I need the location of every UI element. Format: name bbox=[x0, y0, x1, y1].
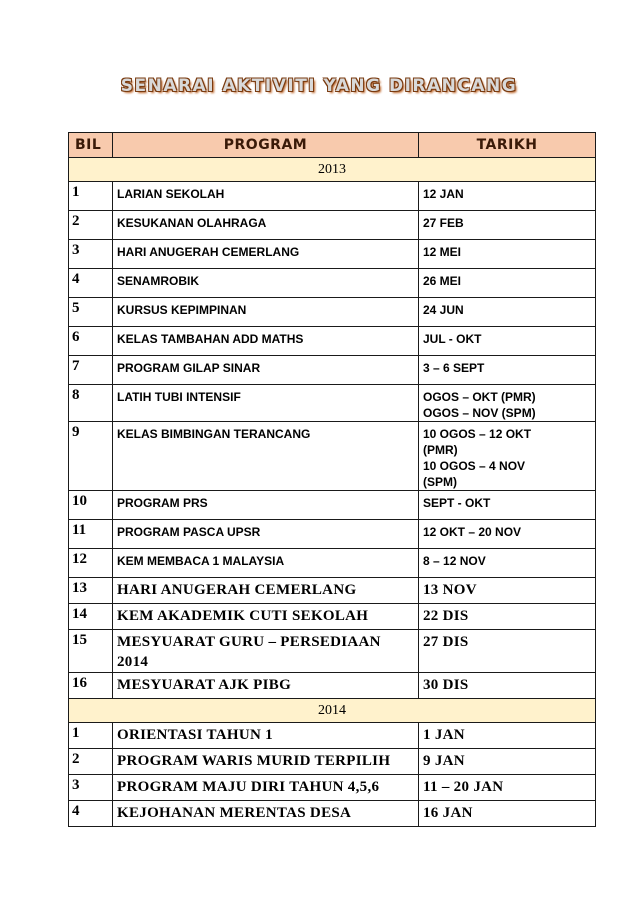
tarikh-line: 24 JUN bbox=[423, 303, 464, 317]
tarikh-line: 27 DIS bbox=[423, 634, 469, 650]
program-cell: KURSUS KEPIMPINAN bbox=[113, 298, 419, 327]
tarikh-cell bbox=[419, 182, 596, 211]
tarikh-line: OGOS – NOV (SPM) bbox=[423, 406, 536, 420]
program-cell: KEM MEMBACA 1 MALAYSIA bbox=[113, 549, 419, 578]
tarikh-cell bbox=[419, 749, 596, 775]
bil-cell: 2 bbox=[69, 211, 113, 240]
tarikh-cell bbox=[419, 723, 596, 749]
program-cell: LATIH TUBI INTENSIF bbox=[113, 385, 419, 422]
tarikh-cell bbox=[419, 630, 596, 673]
tarikh-line: 11 – 20 JAN bbox=[423, 779, 504, 795]
table-row bbox=[69, 775, 596, 801]
tarikh-line: 12 MEI bbox=[423, 245, 462, 259]
tarikh-cell bbox=[419, 673, 596, 699]
program-cell: KESUKANAN OLAHRAGA bbox=[113, 211, 419, 240]
program-cell: HARI ANUGERAH CEMERLANG bbox=[113, 240, 419, 269]
tarikh-cell bbox=[419, 356, 596, 385]
table-row bbox=[69, 749, 596, 775]
program-cell: KEM AKADEMIK CUTI SEKOLAH bbox=[113, 604, 419, 630]
bil-cell: 15 bbox=[69, 630, 113, 673]
tarikh-cell bbox=[419, 520, 596, 549]
tarikh-cell bbox=[419, 775, 596, 801]
tarikh-cell bbox=[419, 327, 596, 356]
tarikh-line: 22 DIS bbox=[423, 608, 469, 624]
program-cell: MESYUARAT AJK PIBG bbox=[113, 673, 419, 699]
bil-cell: 4 bbox=[69, 269, 113, 298]
program-cell: LARIAN SEKOLAH bbox=[113, 182, 419, 211]
activity-table bbox=[68, 132, 596, 827]
bil-cell: 1 bbox=[69, 723, 113, 749]
program-header: PROGRAM bbox=[113, 133, 419, 158]
bil-cell: 3 bbox=[69, 775, 113, 801]
tarikh-line: 9 JAN bbox=[423, 753, 465, 769]
table-row bbox=[69, 211, 596, 240]
bil-cell: 16 bbox=[69, 673, 113, 699]
table-row bbox=[69, 422, 596, 491]
bil-cell: 8 bbox=[69, 385, 113, 422]
bil-cell: 14 bbox=[69, 604, 113, 630]
tarikh-line: OGOS – OKT (PMR) bbox=[423, 390, 536, 404]
table-row bbox=[69, 630, 596, 673]
table-row bbox=[69, 673, 596, 699]
table-row bbox=[69, 604, 596, 630]
program-cell: PROGRAM GILAP SINAR bbox=[113, 356, 419, 385]
program-cell: KELAS TAMBAHAN ADD MATHS bbox=[113, 327, 419, 356]
bil-cell: 7 bbox=[69, 356, 113, 385]
table-row bbox=[69, 578, 596, 604]
tarikh-cell bbox=[419, 240, 596, 269]
bil-cell: 9 bbox=[69, 422, 113, 491]
tarikh-line: SEPT - OKT bbox=[423, 496, 491, 510]
tarikh-cell bbox=[419, 549, 596, 578]
tarikh-line: 8 – 12 NOV bbox=[423, 554, 486, 568]
tarikh-line: 12 JAN bbox=[423, 187, 464, 201]
table-row bbox=[69, 491, 596, 520]
bil-cell: 13 bbox=[69, 578, 113, 604]
year-label: 2013 bbox=[69, 158, 596, 182]
tarikh-line: 13 NOV bbox=[423, 582, 477, 598]
tarikh-cell bbox=[419, 385, 596, 422]
program-cell: PROGRAM WARIS MURID TERPILIH bbox=[113, 749, 419, 775]
tarikh-cell bbox=[419, 211, 596, 240]
year-label: 2014 bbox=[69, 699, 596, 723]
table-row bbox=[69, 723, 596, 749]
table-row bbox=[69, 549, 596, 578]
table-row bbox=[69, 801, 596, 827]
tarikh-line: 1 JAN bbox=[423, 727, 465, 743]
table-row bbox=[69, 385, 596, 422]
table-row bbox=[69, 182, 596, 211]
program-cell: ORIENTASI TAHUN 1 bbox=[113, 723, 419, 749]
bil-cell: 3 bbox=[69, 240, 113, 269]
table-row bbox=[69, 520, 596, 549]
tarikh-cell bbox=[419, 269, 596, 298]
program-cell: KEJOHANAN MERENTAS DESA bbox=[113, 801, 419, 827]
bil-cell: 1 bbox=[69, 182, 113, 211]
bil-cell: 5 bbox=[69, 298, 113, 327]
table-row bbox=[69, 298, 596, 327]
table-row bbox=[69, 269, 596, 298]
program-cell: PROGRAM PRS bbox=[113, 491, 419, 520]
tarikh-line: 10 OGOS – 4 NOV bbox=[423, 459, 526, 473]
table-row bbox=[69, 356, 596, 385]
bil-header: BIL bbox=[69, 133, 113, 158]
year-row bbox=[69, 699, 596, 723]
table-row bbox=[69, 240, 596, 269]
tarikh-line: (PMR) bbox=[423, 443, 458, 457]
tarikh-line: 3 – 6 SEPT bbox=[423, 361, 485, 375]
tarikh-cell bbox=[419, 422, 596, 491]
bil-cell: 4 bbox=[69, 801, 113, 827]
tarikh-line: JUL - OKT bbox=[423, 332, 482, 346]
tarikh-cell bbox=[419, 491, 596, 520]
tarikh-cell bbox=[419, 604, 596, 630]
bil-cell: 10 bbox=[69, 491, 113, 520]
tarikh-cell bbox=[419, 801, 596, 827]
tarikh-line: 10 OGOS – 12 OKT bbox=[423, 427, 532, 441]
program-cell: PROGRAM MAJU DIRI TAHUN 4,5,6 bbox=[113, 775, 419, 801]
tarikh-line: 12 OKT – 20 NOV bbox=[423, 525, 522, 539]
tarikh-line: 30 DIS bbox=[423, 677, 469, 693]
year-row bbox=[69, 158, 596, 182]
program-cell: SENAMROBIK bbox=[113, 269, 419, 298]
program-cell: KELAS BIMBINGAN TERANCANG bbox=[113, 422, 419, 491]
tarikh-line: 27 FEB bbox=[423, 216, 464, 230]
bil-cell: 12 bbox=[69, 549, 113, 578]
bil-cell: 2 bbox=[69, 749, 113, 775]
program-cell: HARI ANUGERAH CEMERLANG bbox=[113, 578, 419, 604]
bil-cell: 11 bbox=[69, 520, 113, 549]
header-row bbox=[69, 133, 596, 158]
page-title: SENARAI AKTIVITI YANG DIRANCANG bbox=[120, 76, 518, 96]
program-cell: PROGRAM PASCA UPSR bbox=[113, 520, 419, 549]
table-row bbox=[69, 327, 596, 356]
tarikh-line: 26 MEI bbox=[423, 274, 462, 288]
tarikh-cell bbox=[419, 578, 596, 604]
tarikh-cell bbox=[419, 298, 596, 327]
tarikh-line: 16 JAN bbox=[423, 805, 473, 821]
tarikh-header: TARIKH bbox=[419, 133, 596, 158]
bil-cell: 6 bbox=[69, 327, 113, 356]
tarikh-line: (SPM) bbox=[423, 475, 457, 489]
program-cell: MESYUARAT GURU – PERSEDIAAN 2014 bbox=[113, 630, 419, 673]
